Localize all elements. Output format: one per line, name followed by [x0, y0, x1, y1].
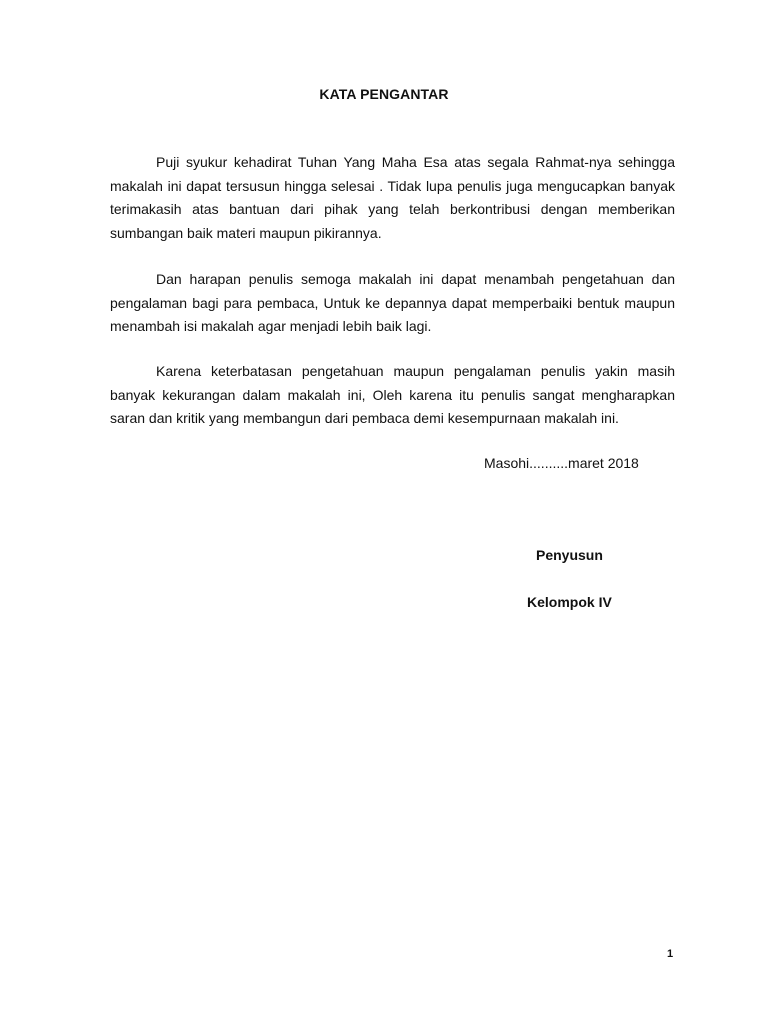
paragraph-3: Karena keterbatasan pengetahuan maupun pengalaman penulis yakin masih banyak kekurangan dalam makalah ini, Oleh karena itu penulis sangat mengharapkan saran dan kritik yang membangun dari pembaca demi kesempurnaan makalah ini.: [110, 363, 675, 426]
place-date: Masohi..........maret 2018: [484, 455, 639, 471]
page-title: KATA PENGANTAR: [319, 86, 449, 102]
signer-name: Kelompok IV: [527, 594, 612, 610]
page-number: 1: [667, 948, 674, 960]
paragraph-2: Dan harapan penulis semoga makalah ini dapat menambah pengetahuan dan pengalaman bagi para pembaca, Untuk ke depannya dapat memperbaiki bentuk maupun menambah isi makalah agar menjadi lebih baik lagi.: [110, 271, 675, 334]
paragraph-1: Puji syukur kehadirat Tuhan Yang Maha Esa atas segala Rahmat-nya sehingga makalah ini dapat tersusun hingga selesai . Tidak lupa penulis juga mengucapkan banyak terimakasih atas bantuan dari pihak yang telah berkontribusi dengan memberikan sumbangan baik materi maupun pikirannya.: [110, 154, 675, 241]
signer-role: Penyusun: [536, 547, 603, 563]
